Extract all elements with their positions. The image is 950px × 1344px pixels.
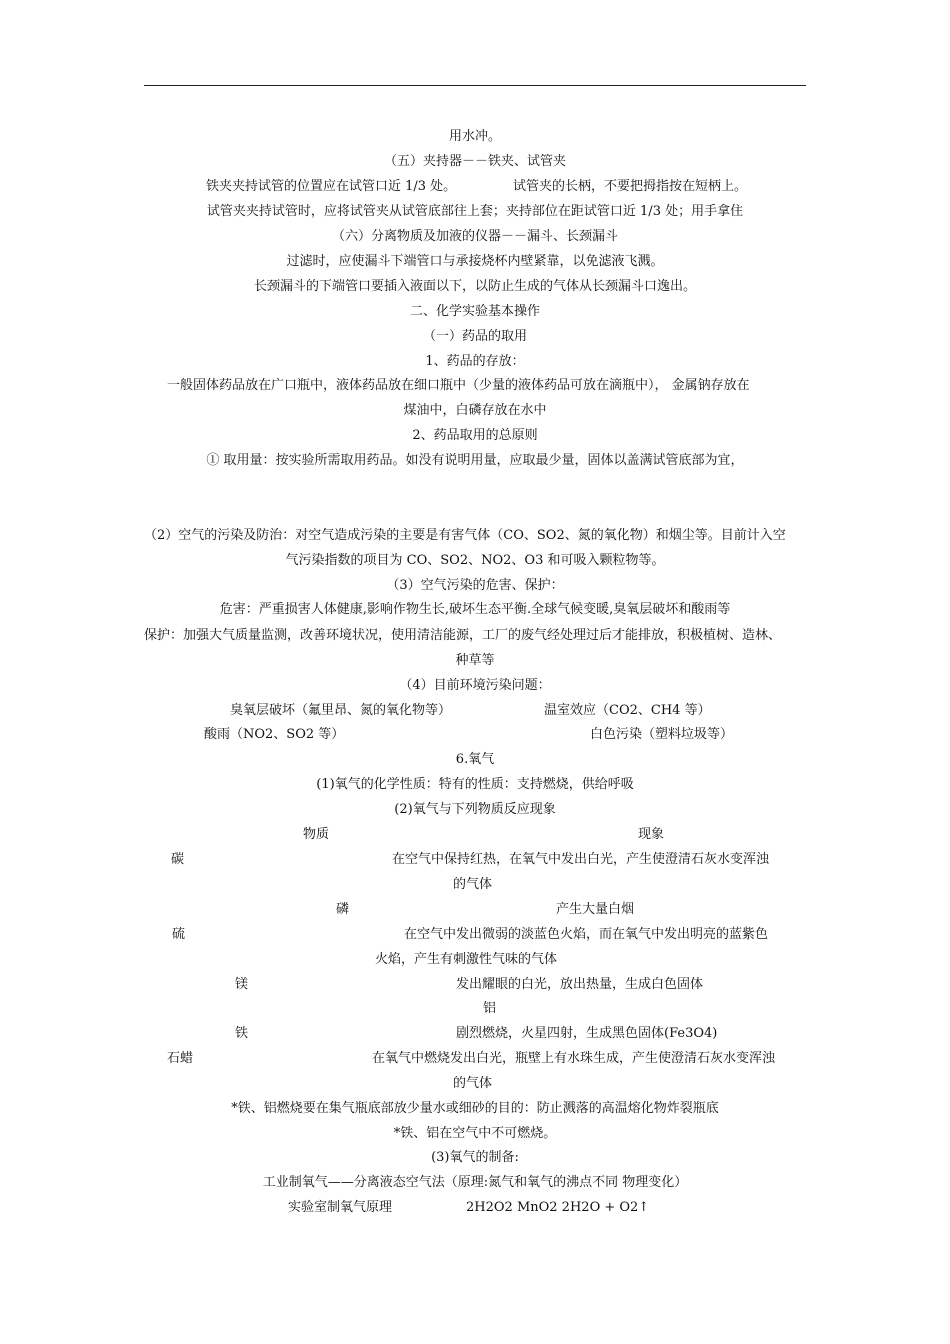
table-header-substance: 物质 [303,827,330,842]
text-line: 2、药品取用的总原则 [412,428,538,443]
text-line: 气污染指数的项目为 CO、SO2、NO2、O3 和可吸入颗粒物等。 [285,553,665,568]
text-line: 种草等 [455,653,495,668]
text-line: 长颈漏斗的下端管口要插入液面以下，以防止生成的气体从长颈漏斗口逸出。 [253,279,696,294]
text-line: 危害：严重损害人体健康,影响作物生长,破坏生态平衡.全球气候变暖,臭氧层破坏和酸雨等 [219,602,731,617]
text-line: （2）空气的污染及防治：对空气造成污染的主要是有害气体（CO、SO2、氮的氧化物）和烟尘等。目前计入空 [144,528,786,543]
section-heading: （3）空气污染的危害、保护： [386,578,564,593]
text-line: 实验室制氧气原理 [288,1200,393,1215]
table-phenomenon: 产生大量白烟 [556,902,635,917]
table-substance: 铝 [483,1001,497,1016]
table-phenomenon: 的气体 [453,877,493,892]
text-line: 温室效应（CO2、CH4 等） [544,703,711,718]
text-line: ① 取用量：按实验所需取用药品。如没有说明用量，应取最少量，固体以盖满试管底部为宜， [206,453,744,468]
table-phenomenon: 在空气中发出微弱的淡蓝色火焰，而在氧气中发出明亮的蓝紫色 [404,927,769,942]
text-line: 铁夹夹持试管的位置应在试管口近 1/3 处。 [206,179,457,194]
section-heading: 6.氧气 [455,752,495,767]
section-heading: （六）分离物质及加液的仪器－－漏斗、长颈漏斗 [331,229,618,244]
table-phenomenon: 在氧气中燃烧发出白光，瓶壁上有水珠生成，产生使澄清石灰水变浑浊 [372,1051,776,1066]
text-line: 煤油中，白磷存放在水中 [403,403,547,418]
table-substance: 磷 [336,902,350,917]
text-line: (2)氧气与下列物质反应现象 [394,802,556,817]
table-substance: 镁 [235,977,249,992]
text-line: 1、药品的存放： [425,354,525,369]
text-line: 过滤时，应使漏斗下端管口与承接烧杯内壁紧靠，以免滤液飞溅。 [286,254,664,269]
text-line: 一般固体药品放在广口瓶中，液体药品放在细口瓶中（少量的液体药品可放在滴瓶中）， 金属钠存放在 [167,378,750,393]
table-phenomenon: 火焰，产生有刺激性气味的气体 [375,952,558,967]
text-line: 白色污染（塑料垃圾等） [590,727,734,742]
table-substance: 碳 [171,852,185,867]
text-line: (1)氧气的化学性质：特有的性质：支持燃烧，供给呼吸 [316,777,634,792]
header-rule [144,85,806,86]
text-line: 用水冲。 [448,129,501,144]
text-line: 臭氧层破坏（氟里昂、氮的氧化物等） [230,703,452,718]
table-substance: 铁 [235,1026,249,1041]
table-header-phenomenon: 现象 [638,827,665,842]
equation: 2H2O2 MnO2 2H2O + O2↑ [466,1200,650,1215]
table-phenomenon: 发出耀眼的白光，放出热量，生成白色固体 [456,977,704,992]
note-line: *铁、铝燃烧要在集气瓶底部放少量水或细砂的目的：防止溅落的高温熔化物炸裂瓶底 [231,1101,719,1116]
section-heading: （五）夹持器－－铁夹、试管夹 [383,154,566,169]
table-phenomenon: 在空气中保持红热，在氧气中发出白光，产生使澄清石灰水变浑浊 [392,852,770,867]
table-substance: 硫 [172,927,186,942]
section-heading: 二、化学实验基本操作 [409,304,540,319]
text-line: 工业制氧气——分离液态空气法（原理:氮气和氧气的沸点不同 物理变化） [262,1175,688,1190]
section-heading: （一）药品的取用 [422,329,527,344]
table-phenomenon: 的气体 [453,1076,493,1091]
section-heading: (3)氧气的制备: [431,1150,519,1165]
table-substance: 石蜡 [167,1051,194,1066]
table-phenomenon: 剧烈燃烧，火星四射，生成黑色固体(Fe3O4) [456,1026,718,1041]
text-line: 试管夹夹持试管时，应将试管夹从试管底部往上套；夹持部位在距试管口近 1/3 处；用手拿住 [206,204,744,219]
text-line: 保护：加强大气质量监测，改善环境状况，使用清洁能源，工厂的废气经处理过后才能排放，积极植树、造林、 [144,628,782,643]
text-line: 试管夹的长柄，不要把拇指按在短柄上。 [513,179,748,194]
text-line: 酸雨（NO2、SO2 等） [204,727,345,742]
section-heading: （4）目前环境污染问题： [399,678,551,693]
note-line: *铁、铝在空气中不可燃烧。 [393,1126,557,1141]
